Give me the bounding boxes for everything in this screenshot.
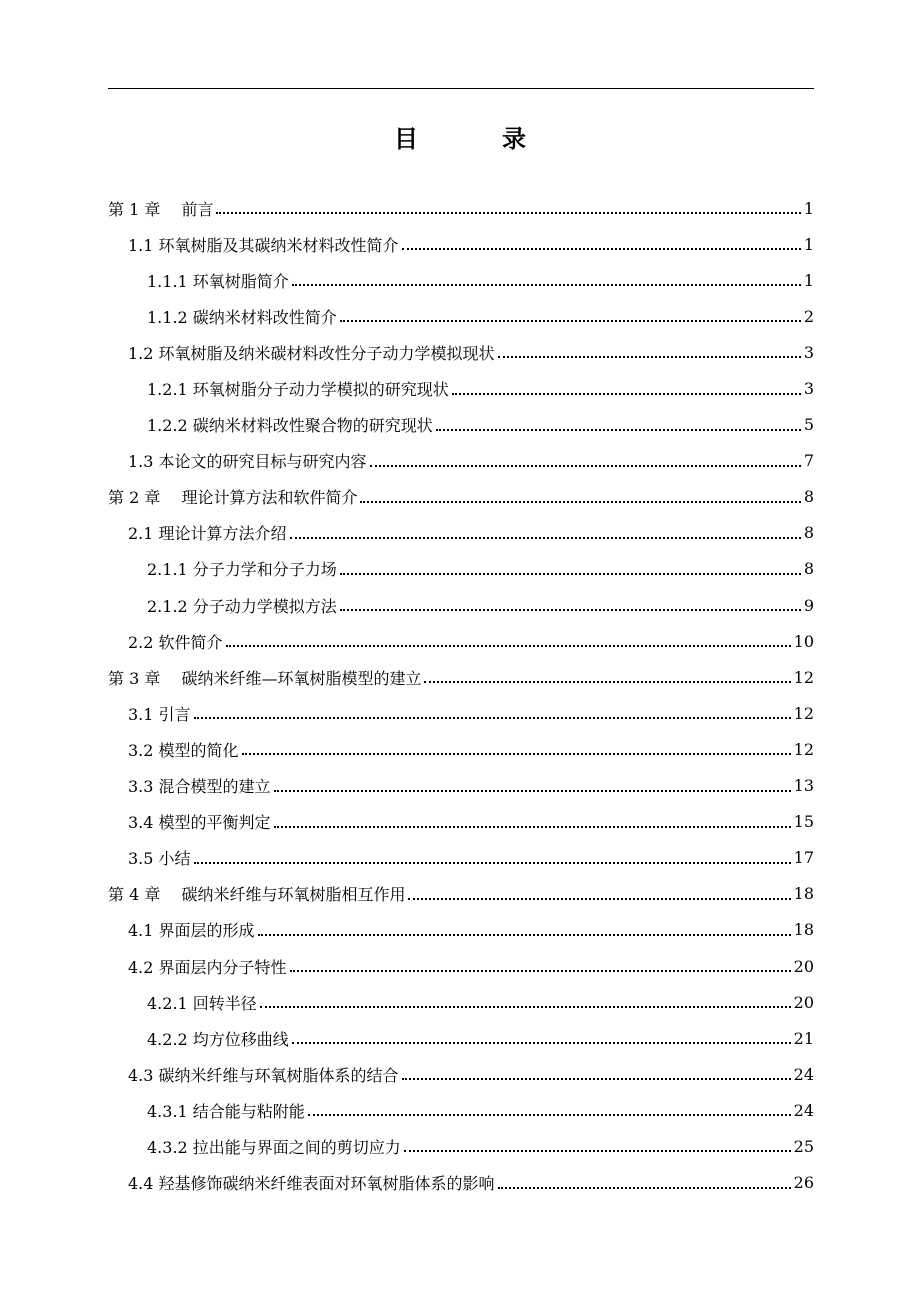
toc-entry[interactable] [108, 226, 814, 262]
dot-leader [292, 284, 801, 286]
toc-entry-title: 4.2.2 均方位移曲线 [147, 1029, 289, 1049]
toc-page-number: 12 [793, 703, 814, 723]
toc-entry-title: 2.2 软件简介 [128, 632, 223, 652]
toc-page-number: 18 [793, 920, 814, 940]
toc-page-number: 2 [803, 306, 814, 326]
toc-entry[interactable] [108, 731, 814, 767]
toc-entry-title: 4.3.2 拉出能与界面之间的剪切应力 [147, 1137, 401, 1157]
toc-entry-title: 1.2.1 环氧树脂分子动力学模拟的研究现状 [147, 380, 449, 400]
toc-entry[interactable] [108, 804, 814, 840]
toc-entry[interactable] [108, 768, 814, 804]
toc-entry[interactable] [108, 370, 814, 406]
toc-entry[interactable] [108, 515, 814, 551]
toc-page-number: 7 [803, 451, 814, 471]
toc-page-number: 12 [793, 739, 814, 759]
toc-page-number: 18 [793, 884, 814, 904]
toc-entry-title: 3.5 小结 [128, 849, 191, 869]
toc-entry-title: 第 3 章 碳纳米纤维—环氧树脂模型的建立 [108, 668, 422, 688]
toc-page-number: 9 [803, 595, 814, 615]
toc-entry-title: 2.1 理论计算方法介绍 [128, 524, 287, 544]
toc-page-number: 20 [793, 992, 814, 1012]
toc-entry[interactable] [108, 443, 814, 479]
dot-leader [194, 717, 791, 719]
toc-entry[interactable] [108, 262, 814, 298]
toc-page-number: 3 [803, 342, 814, 362]
toc-entry-title: 4.2 界面层内分子特性 [128, 957, 287, 977]
toc-entry-title: 4.4 羟基修饰碳纳米纤维表面对环氧树脂体系的影响 [128, 1174, 495, 1194]
dot-leader [424, 681, 790, 683]
dot-leader [404, 1150, 791, 1152]
dot-leader [274, 826, 791, 828]
toc-entry[interactable] [108, 479, 814, 515]
dot-leader [498, 1187, 791, 1189]
dot-leader [260, 1006, 791, 1008]
toc-entry-title: 3.3 混合模型的建立 [128, 777, 271, 797]
toc-entry-title: 3.2 模型的简化 [128, 740, 239, 760]
dot-leader [370, 465, 801, 467]
toc-entry[interactable] [108, 1020, 814, 1056]
table-of-contents [108, 190, 814, 1201]
toc-entry[interactable] [108, 948, 814, 984]
toc-page-number: 3 [803, 379, 814, 399]
toc-entry-title: 1.2.2 碳纳米材料改性聚合物的研究现状 [147, 416, 433, 436]
toc-entry[interactable] [108, 190, 814, 226]
toc-entry-title: 3.1 引言 [128, 704, 191, 724]
toc-page-number: 21 [793, 1028, 814, 1048]
toc-entry[interactable] [108, 551, 814, 587]
toc-page-number: 8 [803, 523, 814, 543]
toc-entry[interactable] [108, 984, 814, 1020]
toc-entry[interactable] [108, 623, 814, 659]
dot-leader [402, 1078, 791, 1080]
toc-entry[interactable] [108, 876, 814, 912]
dot-leader [308, 1114, 791, 1116]
dot-leader [258, 934, 791, 936]
dot-leader [226, 645, 791, 647]
toc-entry-title: 第 1 章 前言 [108, 199, 214, 219]
toc-entry-title: 4.2.1 回转半径 [147, 993, 257, 1013]
toc-entry-title: 4.3.1 结合能与粘附能 [147, 1101, 305, 1121]
toc-page-number: 13 [793, 776, 814, 796]
toc-entry-title: 1.3 本论文的研究目标与研究内容 [128, 452, 367, 472]
dot-leader [402, 248, 801, 250]
dot-leader [452, 393, 801, 395]
toc-entry-title: 1.1.2 碳纳米材料改性简介 [147, 307, 337, 327]
dot-leader [290, 537, 801, 539]
dot-leader [292, 1042, 791, 1044]
dot-leader [436, 429, 801, 431]
toc-page-number: 8 [803, 487, 814, 507]
toc-entry[interactable] [108, 840, 814, 876]
toc-page-number: 12 [793, 667, 814, 687]
toc-entry-title: 1.1 环氧树脂及其碳纳米材料改性简介 [128, 235, 399, 255]
dot-leader [408, 898, 790, 900]
toc-entry-title: 第 2 章 理论计算方法和软件简介 [108, 488, 358, 508]
dot-leader [290, 970, 791, 972]
dot-leader [274, 790, 791, 792]
toc-entry-title: 第 4 章 碳纳米纤维与环氧树脂相互作用 [108, 885, 406, 905]
toc-page-number: 26 [793, 1173, 814, 1193]
toc-page-number: 1 [803, 270, 814, 290]
toc-entry-title: 4.3 碳纳米纤维与环氧树脂体系的结合 [128, 1065, 399, 1085]
toc-entry-title: 2.1.2 分子动力学模拟方法 [147, 596, 337, 616]
toc-entry-title: 1.2 环氧树脂及纳米碳材料改性分子动力学模拟现状 [128, 343, 495, 363]
toc-page-number: 5 [803, 415, 814, 435]
dot-leader [360, 501, 800, 503]
toc-entry-title: 1.1.1 环氧树脂简介 [147, 271, 289, 291]
dot-leader [340, 320, 801, 322]
toc-page-number: 17 [793, 848, 814, 868]
dot-leader [498, 356, 801, 358]
toc-page-number: 1 [803, 234, 814, 254]
toc-entry[interactable] [108, 1056, 814, 1092]
dot-leader [340, 609, 801, 611]
toc-page-number: 24 [793, 1100, 814, 1120]
toc-page-number: 10 [793, 631, 814, 651]
toc-entry[interactable] [108, 1092, 814, 1128]
toc-page-number: 15 [793, 812, 814, 832]
toc-entry-title: 2.1.1 分子力学和分子力场 [147, 560, 337, 580]
toc-entry[interactable] [108, 1128, 814, 1164]
toc-entry[interactable] [108, 298, 814, 334]
toc-entry[interactable] [108, 407, 814, 443]
header-rule [108, 88, 814, 89]
toc-entry[interactable] [108, 912, 814, 948]
toc-entry-title: 3.4 模型的平衡判定 [128, 813, 271, 833]
toc-page-number: 24 [793, 1064, 814, 1084]
toc-page-number: 25 [793, 1136, 814, 1156]
toc-entry[interactable] [108, 695, 814, 731]
toc-page-number: 1 [803, 198, 814, 218]
page-title: 目 录 [394, 124, 556, 153]
toc-entry[interactable] [108, 1165, 814, 1201]
toc-page-number: 20 [793, 956, 814, 976]
toc-page-number: 8 [803, 559, 814, 579]
toc-entry-title: 4.1 界面层的形成 [128, 921, 255, 941]
dot-leader [242, 753, 791, 755]
dot-leader [340, 573, 801, 575]
dot-leader [194, 862, 791, 864]
dot-leader [216, 212, 800, 214]
toc-entry[interactable] [108, 659, 814, 695]
toc-entry[interactable] [108, 334, 814, 370]
toc-entry[interactable] [108, 587, 814, 623]
